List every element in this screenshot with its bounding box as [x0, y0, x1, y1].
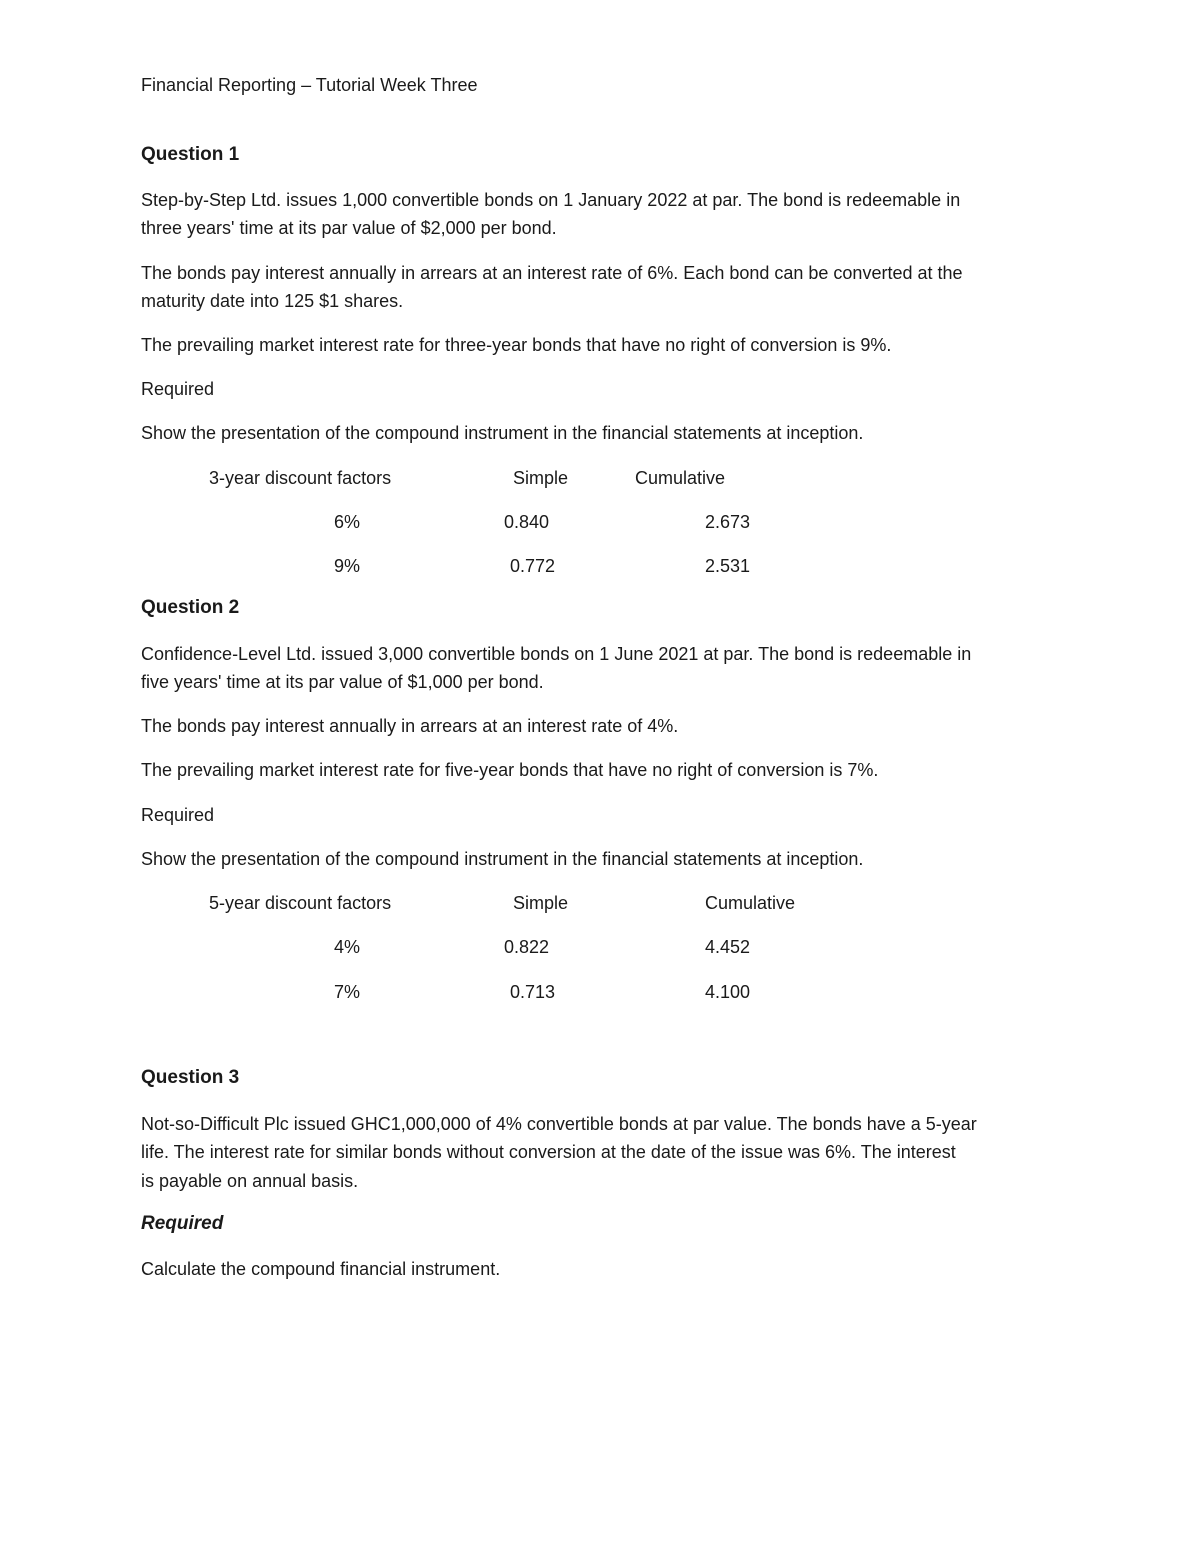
q1-paragraph-1-line-2: three years' time at its par value of $2,000 per bond.	[141, 218, 557, 238]
q3-paragraph-line-3: is payable on annual basis.	[141, 1171, 359, 1191]
q1-table-header-simple: Simple	[513, 468, 569, 488]
q2-table-cumulative: 4.100	[705, 982, 751, 1002]
q1-table-simple: 0.772	[510, 556, 556, 576]
q2-paragraph-1-line-1: Confidence-Level Ltd. issued 3,000 convertible bonds on 1 June 2021 at par. The bond is redeemable in	[141, 644, 972, 664]
q2-required-label: Required	[141, 805, 215, 825]
question-1-heading: Question 1	[141, 144, 240, 165]
q1-paragraph-3: The prevailing market interest rate for three-year bonds that have no right of conversion is 9%.	[141, 335, 892, 355]
q2-table-header-simple: Simple	[513, 893, 569, 913]
q1-table-rate: 9%	[334, 556, 361, 576]
q1-table-simple: 0.840	[504, 512, 550, 532]
q1-table-rate: 6%	[334, 512, 361, 532]
q1-paragraph-1-line-1: Step-by-Step Ltd. issues 1,000 convertible bonds on 1 January 2022 at par. The bond is redeemable in	[141, 190, 961, 210]
q3-required-label: Required	[141, 1213, 224, 1234]
q2-table-rate: 4%	[334, 937, 361, 957]
q1-paragraph-2-line-2: maturity date into 125 $1 shares.	[141, 291, 404, 311]
q2-table-simple: 0.822	[504, 937, 550, 957]
q2-table-simple: 0.713	[510, 982, 556, 1002]
q2-instruction: Show the presentation of the compound instrument in the financial statements at inception.	[141, 849, 864, 869]
q2-paragraph-2: The bonds pay interest annually in arrears at an interest rate of 4%.	[141, 716, 679, 736]
q1-table-header-factors: 3-year discount factors	[209, 468, 392, 488]
q1-required-label: Required	[141, 379, 215, 399]
q3-paragraph-line-2: life. The interest rate for similar bonds without conversion at the date of the issue was 6%. The interest	[141, 1142, 956, 1162]
q2-paragraph-3: The prevailing market interest rate for five-year bonds that have no right of conversion is 7%.	[141, 760, 879, 780]
q3-paragraph-line-1: Not-so-Difficult Plc issued GHC1,000,000 of 4% convertible bonds at par value. The bonds have a 5-year	[141, 1114, 977, 1134]
q1-paragraph-2-line-1: The bonds pay interest annually in arrears at an interest rate of 6%. Each bond can be converted at the	[141, 263, 963, 283]
q2-table-cumulative: 4.452	[705, 937, 751, 957]
q2-table-header-cumulative: Cumulative	[705, 893, 796, 913]
question-3-heading: Question 3	[141, 1067, 240, 1088]
q2-paragraph-1-line-2: five years' time at its par value of $1,000 per bond.	[141, 672, 544, 692]
q1-table-cumulative: 2.531	[705, 556, 751, 576]
q3-instruction: Calculate the compound financial instrument.	[141, 1259, 501, 1279]
q1-table-header-cumulative: Cumulative	[635, 468, 726, 488]
document-title: Financial Reporting – Tutorial Week Three	[141, 75, 478, 95]
q1-instruction: Show the presentation of the compound instrument in the financial statements at inception.	[141, 423, 864, 443]
q2-table-rate: 7%	[334, 982, 361, 1002]
q2-table-header-factors: 5-year discount factors	[209, 893, 392, 913]
question-2-heading: Question 2	[141, 597, 240, 618]
q1-table-cumulative: 2.673	[705, 512, 751, 532]
